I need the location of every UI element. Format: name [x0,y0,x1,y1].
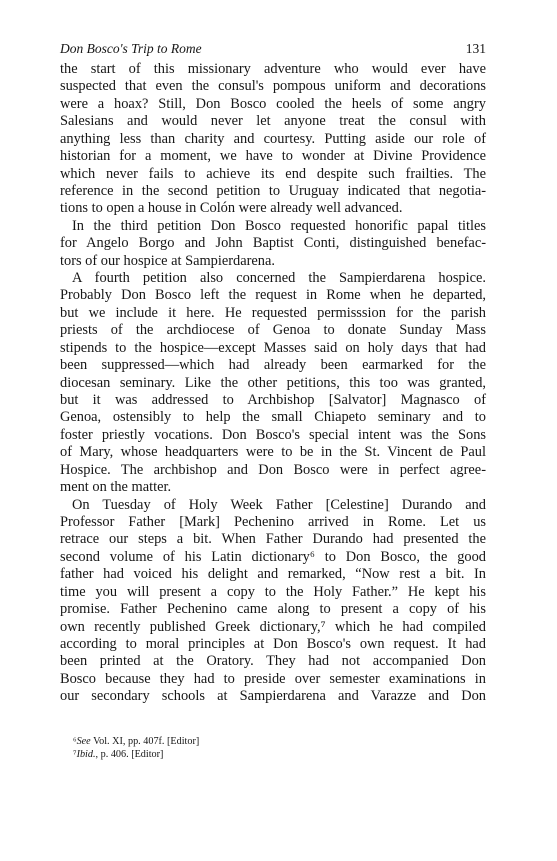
text-line: Professor Father [Mark] Pechenino arrived in Rome. Let us [60,513,486,530]
text-line: foster priestly vocations. Don Bosco's special intent was the Sons [60,426,486,443]
footnote-text: , p. 406. [Editor] [95,749,164,760]
text-line: second volume of his Latin dictionary⁶ to Don Bosco, the good [60,548,486,565]
footnotes [73,735,473,761]
text-line: promise. Father Pechenino came along to present a copy of his [60,601,486,618]
text-line: Genoa, ostensibly to help the small Chiapeto seminary and to [60,409,486,426]
footnote-reference: Ibid. [76,749,96,760]
footnote-reference: See [76,736,91,747]
page-number: 131 [465,41,486,56]
text-line: Probably Don Bosco left the request in Rome when he departed, [60,287,486,304]
text-line: been printed at the Oratory. They had not accompanied Don [60,653,486,670]
text-line: priests of the archdiocese of Genoa to donate Sunday Mass [60,322,486,339]
text-line: own recently published Greek dictionary,⁷ which he had compiled [60,618,486,635]
running-title: Don Bosco's Trip to Rome [60,41,202,56]
text-line: retrace our steps a bit. When Father Durando had presented the [60,531,486,548]
footnote-mark: ⁶ [73,736,77,747]
footnote [73,735,473,748]
text-line: the start of this missionary adventure who would ever have [60,61,486,77]
text-line: A fourth petition also concerned the Sampierdarena hospice. [72,270,486,287]
text-line: tions to open a house in Colón were already well advanced. [60,200,403,217]
text-line: anything less than charity and courtesy. Putting aside our role of [60,130,486,147]
text-line: reference in the second petition to Uruguay indicated that negotia- [60,182,486,199]
text-line: historian for a moment, we have to wonder at Divine Providence [60,148,486,165]
text-line: for Angelo Borgo and John Baptist Conti, distinguished benefac- [60,235,486,252]
text-line: Salesians and would never let anyone treat the consul with [60,113,486,130]
text-line: been suppressed—which had already been earmarked for the [60,357,486,374]
running-header [60,41,486,59]
footnote-text: Vol. XI, pp. 407f. [Editor] [90,736,200,747]
text-line: time you will present a copy to the Holy Father.” He kept his [60,583,486,600]
text-line: diocesan seminary. Like the other petitions, this too was granted, [60,374,486,391]
text-line: father had voiced his delight and remarked, “Now rest a bit. In [60,566,486,583]
text-line: but we include it here. He requested permisssion for the parish [60,304,486,321]
text-line: Bosco because they had to preside over semester examinations in [60,670,486,687]
footnote [73,748,473,761]
text-line: according to moral principles at Don Bosco's own request. It had [60,635,486,652]
text-line: our secondary schools at Sampierdarena and Varazze and Don [60,688,486,705]
text-line: In the third petition Don Bosco requested honorific papal titles [72,217,486,234]
text-line: Hospice. The archbishop and Don Bosco were in perfect agree- [60,461,486,478]
body-text [60,61,486,706]
text-line: were a hoax? Still, Don Bosco cooled the heels of some angry [60,95,486,112]
text-line: tors of our hospice at Sampierdarena. [60,252,275,269]
text-line: On Tuesday of Holy Week Father [Celestine] Durando and [72,496,486,513]
text-line: of Mary, whose headquarters were to be in the St. Vincent de Paul [60,444,486,461]
text-line: which never fails to achieve its end despite such frailties. The [60,165,486,182]
footnote-mark: ⁷ [73,749,77,760]
text-line: ment on the matter. [60,479,172,496]
text-line: suspected that even the consul's pompous uniform and decorations [60,78,486,95]
text-line: stipends to the hospice—except Masses said on holy days that had [60,339,486,356]
text-line: but it was addressed to Archbishop [Salvator] Magnasco of [60,392,486,409]
